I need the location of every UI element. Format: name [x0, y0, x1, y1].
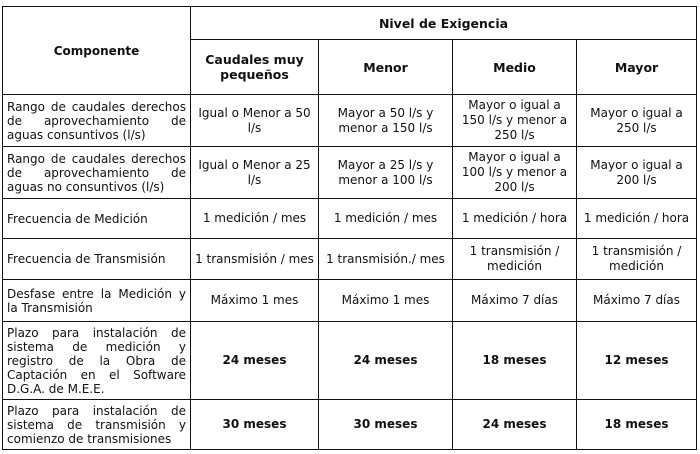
cell-value: Mayor o igual a 150 l/s y menor a 250 l/s	[453, 95, 577, 147]
row-label: Frecuencia de Transmisión	[3, 239, 191, 280]
cell-value: Igual o Menor a 25 l/s	[191, 147, 319, 199]
row-label: Plazo para instalación de sistema de medición y registro de la Obra de Captación en el Software D.G.A. de M.E.E.	[3, 322, 191, 400]
requirements-table	[2, 6, 697, 450]
cell-value: 24 meses	[319, 322, 453, 400]
cell-value: Máximo 7 días	[577, 280, 697, 322]
level-header-very-small: Caudales muy pequeños	[191, 40, 319, 95]
cell-value: 1 medición / hora	[577, 199, 697, 239]
header-row-top	[3, 7, 697, 40]
level-header-minor: Menor	[319, 40, 453, 95]
cell-value: 1 transmisión / medición	[577, 239, 697, 280]
cell-value: 1 transmisión./ mes	[319, 239, 453, 280]
cell-value: 1 medición / mes	[191, 199, 319, 239]
row-label: Desfase entre la Medición y la Transmisión	[3, 280, 191, 322]
component-header: Componente	[3, 7, 191, 95]
cell-value: 30 meses	[191, 400, 319, 450]
cell-value: Mayor a 25 l/s y menor a 100 l/s	[319, 147, 453, 199]
cell-value: 1 medición / mes	[319, 199, 453, 239]
cell-value: 18 meses	[577, 400, 697, 450]
cell-value: Máximo 7 días	[453, 280, 577, 322]
table-row	[3, 322, 697, 400]
cell-value: Mayor o igual a 250 l/s	[577, 95, 697, 147]
row-label: Frecuencia de Medición	[3, 199, 191, 239]
cell-value: Máximo 1 mes	[319, 280, 453, 322]
cell-value: Igual o Menor a 50 l/s	[191, 95, 319, 147]
cell-value: Mayor o igual a 100 l/s y menor a 200 l/s	[453, 147, 577, 199]
table-row	[3, 239, 697, 280]
table-row	[3, 95, 697, 147]
row-label: Rango de caudales derechos de aprovechamiento de aguas consuntivos (l/s)	[3, 95, 191, 147]
cell-value: 24 meses	[453, 400, 577, 450]
cell-value: Mayor o igual a 200 l/s	[577, 147, 697, 199]
cell-value: 18 meses	[453, 322, 577, 400]
row-label: Plazo para instalación de sistema de transmisión y comienzo de transmisiones	[3, 400, 191, 450]
table-row	[3, 147, 697, 199]
cell-value: 24 meses	[191, 322, 319, 400]
cell-value: 1 medición / hora	[453, 199, 577, 239]
cell-value: Mayor a 50 l/s y menor a 150 l/s	[319, 95, 453, 147]
cell-value: 30 meses	[319, 400, 453, 450]
table-row	[3, 280, 697, 322]
level-header-major: Mayor	[577, 40, 697, 95]
cell-value: Máximo 1 mes	[191, 280, 319, 322]
cell-value: 1 transmisión / medición	[453, 239, 577, 280]
row-label: Rango de caudales derechos de aprovechamiento de aguas no consuntivos (l/s)	[3, 147, 191, 199]
level-header-medium: Medio	[453, 40, 577, 95]
level-group-header: Nivel de Exigencia	[191, 7, 697, 40]
cell-value: 12 meses	[577, 322, 697, 400]
table-row	[3, 199, 697, 239]
cell-value: 1 transmisión / mes	[191, 239, 319, 280]
table-row	[3, 400, 697, 450]
